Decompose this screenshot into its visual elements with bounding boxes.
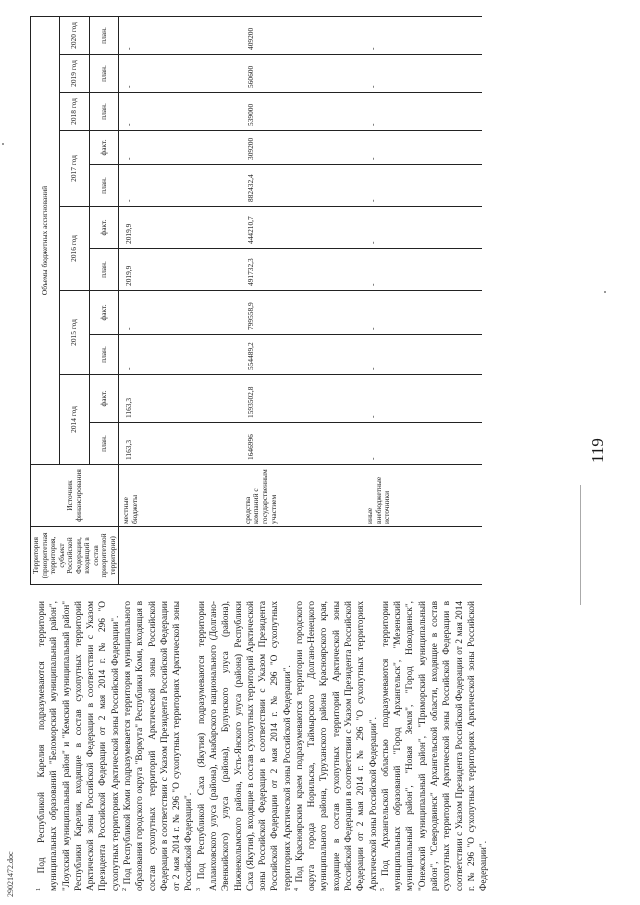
header-year: 2019 год [60, 55, 89, 93]
header-plan: план. [89, 165, 118, 207]
header-fact: факт. [89, 291, 118, 335]
header-year: 2016 год [60, 207, 89, 291]
value-cell: - [119, 55, 241, 93]
value-cell: - [363, 335, 481, 375]
footnote-number: 5 [379, 888, 386, 891]
value-cell: - [119, 16, 241, 54]
value-cell: 2019,9 [119, 249, 241, 291]
budget-table [30, 16, 482, 585]
value-cell: 309200 [241, 131, 363, 165]
document-id: 29021472.doc [6, 851, 15, 897]
header-budget: Объемы бюджетных ассигнований [31, 16, 60, 464]
header-plan: план. [89, 93, 118, 131]
footnote-number: 3 [195, 888, 202, 891]
scan-speck [2, 143, 4, 145]
header-fact: факт. [89, 207, 118, 249]
value-cell: - [363, 16, 481, 54]
value-cell: 444210,7 [241, 207, 363, 249]
header-plan: план. [89, 16, 118, 54]
value-cell: 409200 [241, 16, 363, 54]
footnote [36, 601, 122, 891]
value-cell: 1163,3 [119, 375, 241, 423]
header-fact: факт. [89, 131, 118, 165]
header-territory: Территория (приоритетная территория, субъект Российской Федерации, входящий в состав приоритетной территории) [31, 527, 119, 585]
header-fact: факт. [89, 375, 118, 423]
value-cell: - [363, 375, 481, 423]
source-cell: иные внебюджетные источники [363, 465, 481, 527]
footnote-number: 2 [121, 888, 128, 891]
footnote-number: 4 [293, 888, 300, 891]
value-cell: - [119, 165, 241, 207]
value-cell: 1593502,8 [241, 375, 363, 423]
value-cell: 554489,2 [241, 335, 363, 375]
value-cell: - [363, 249, 481, 291]
header-plan: план. [89, 55, 118, 93]
footnote-text: Под Республикой Саха (Якутия) подразумеваются территории Аллаиховского улуса (района), Анабарского национального (Долгано-Эвенкийского) улуса (района), Булунского улуса (района), Нижнеколымского района, Усть-Янского улуса (района) Республики Саха (Якутия), входящие в состав сухопутных территорий Арктической зоны Российской Федерации в соответствии с Указом Президента Российской Федерации от 2 мая 2014 г. № 296 "О сухопутных территориях Арктической зоны Российской Федерации". [196, 601, 293, 891]
value-cell: - [119, 335, 241, 375]
value-cell: 882432,4 [241, 165, 363, 207]
footnote-text: Под Архангельской областью подразумеваются территории муниципальных образований "Город Архангельск", "Мезенский муниципальный район", "Новая Земля", "Город Новодвинск", "Онежский муниципальный район", "Приморский муниципальный район", "Северодвинск" Архангельской области, входящие в состав сухопутных территорий Арктической зоны Российской Федерации в соответствии с Указом Президента Российской Федерации от 2 мая 2014 г. № 296 "О сухопутных территориях Арктической зоны Российской Федерации". [380, 601, 490, 891]
header-year: 2014 год [60, 375, 89, 465]
value-cell: 491732,3 [241, 249, 363, 291]
value-cell: - [363, 55, 481, 93]
footnote-text: Под Республикой Коми подразумевается территория муниципального образования городского округа "Воркута" Республики Коми, входящая в состав сухопутных территорий Арктической зоны Российской Федерации в соответствии с Указом Президента Российской Федерации от 2 мая 2014 г. № 296 "О сухопутных территориях Арктической зоны Российской Федерации". [123, 601, 195, 891]
header-year: 2018 год [60, 93, 89, 131]
header-year: 2020 год [60, 16, 89, 54]
footnote-number: 1 [36, 888, 42, 891]
footnote [196, 601, 294, 891]
header-year: 2017 год [60, 131, 89, 207]
scan-speck [604, 291, 606, 293]
footnote [380, 601, 490, 891]
separator-line [580, 485, 581, 605]
header-year: 2015 год [60, 291, 89, 375]
footnote [294, 601, 380, 891]
value-cell: - [119, 93, 241, 131]
value-cell: 539000 [241, 93, 363, 131]
footnote [122, 601, 196, 891]
value-cell: 2019,9 [119, 207, 241, 249]
header-source: Источник финансирования [31, 465, 119, 527]
value-cell: - [363, 93, 481, 131]
value-cell: 1163,3 [119, 423, 241, 465]
footnote-text: Под Республикой Карелия подразумеваются территории муниципальных образований "Беломорский муниципальный район", "Лоухский муниципальный район" и "Кемский муниципальный район" Республики Карелия, входящие в состав сухопутных территорий Арктической зоны Российской Федерации в соответствии с Указом Президента Российской Федерации от 2 мая 2014 г. № 296 "О сухопутных территориях Арктической зоны Российской Федерации". [37, 600, 121, 891]
value-cell: 560600 [241, 55, 363, 93]
value-cell: - [363, 207, 481, 249]
footnotes [36, 601, 490, 891]
header-plan: план. [89, 423, 118, 465]
value-cell: - [119, 291, 241, 335]
territory-cell [241, 527, 363, 585]
footnote-text: Под Красноярским краем подразумеваются территории городского округа города Норильска, Таймырского Долгано-Ненецкого муниципального района, Туруханского района Красноярского края, входящие в состав сухопутных территорий Арктической зоны Российской Федерации в соответствии с Указом Президента Российской Федерации от 2 мая 2014 г. № 296 "О сухопутных территориях Арктической зоны Российской Федерации". [294, 601, 379, 891]
territory-cell [119, 527, 241, 585]
value-cell: 1646996 [241, 423, 363, 465]
page-number: 119 [588, 438, 607, 463]
source-cell: средства компаний с государственным участием [241, 465, 363, 527]
table-row [241, 16, 363, 584]
source-cell: местные бюджеты [119, 465, 241, 527]
value-cell: - [363, 423, 481, 465]
territory-cell [363, 527, 481, 585]
value-cell: - [363, 131, 481, 165]
value-cell: - [363, 291, 481, 335]
table-row [119, 16, 241, 584]
value-cell: - [363, 165, 481, 207]
value-cell: - [119, 131, 241, 165]
header-plan: план. [89, 335, 118, 375]
header-plan: план. [89, 249, 118, 291]
table-row [363, 16, 481, 584]
value-cell: 799558,9 [241, 291, 363, 335]
